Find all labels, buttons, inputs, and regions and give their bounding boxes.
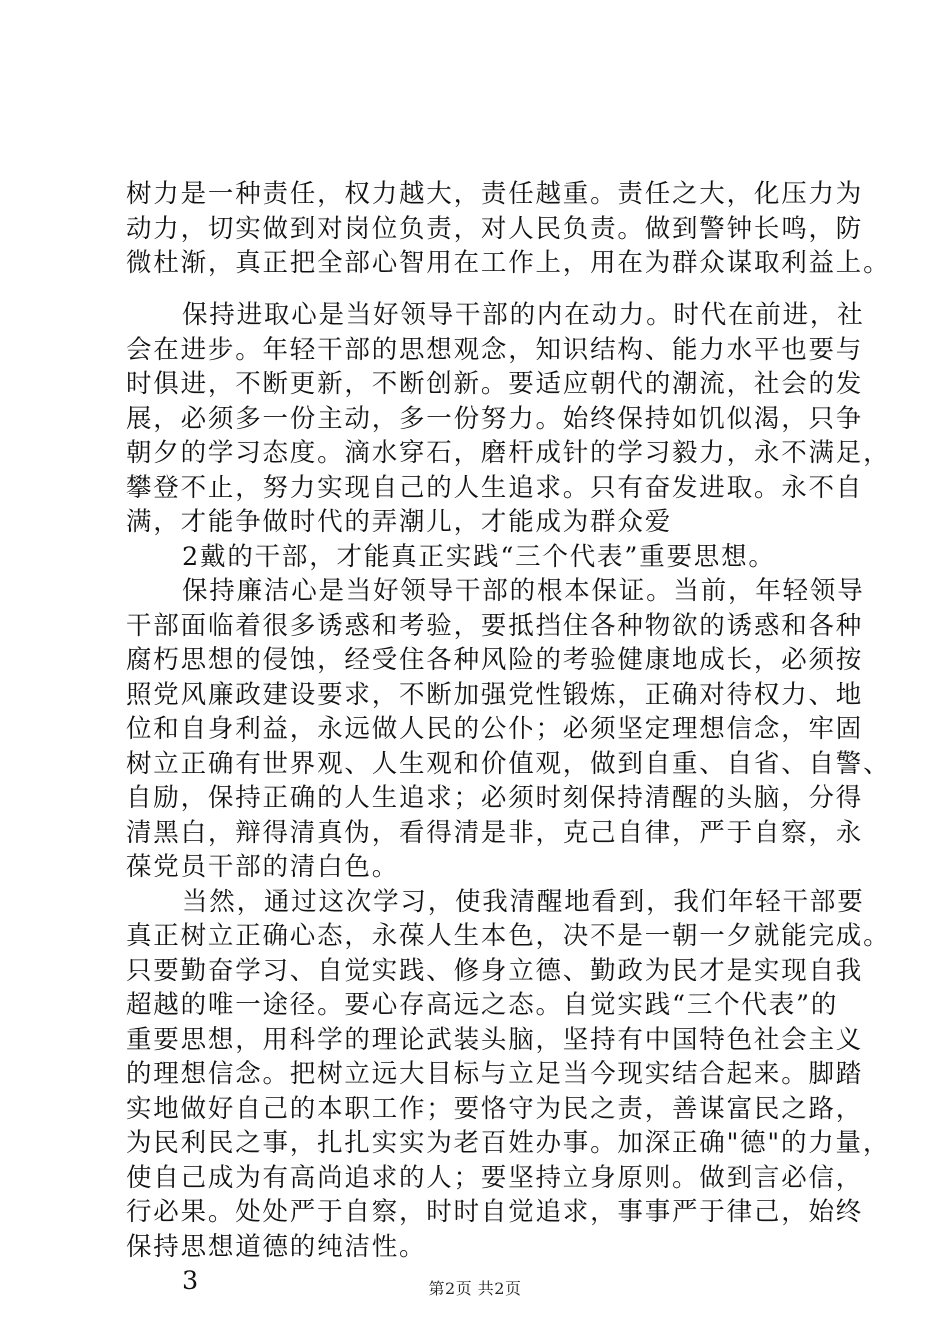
paragraph-start-line: 2戴的干部，才能真正实践“三个代表”重要思想。 bbox=[182, 541, 776, 572]
text-line: 展，必须多一份主动，多一份努力。始终保持如饥似渴，只争 bbox=[126, 403, 864, 434]
page-footer: 第2页 共2页 bbox=[428, 1279, 522, 1298]
text-line: 自励，保持正确的人生追求；必须时刻保持清醒的头脑，分得 bbox=[126, 783, 864, 813]
text-line: 实地做好自己的本职工作；要恪守为民之责，善谋富民之路， bbox=[126, 1093, 864, 1124]
body-text bbox=[126, 298, 891, 1299]
text-line: 超越的唯一途径。要心存高远之态。自觉实践“三个代表”的 bbox=[126, 990, 839, 1020]
text-line: 清黑白，辩得清真伪，看得清是非，克己自律，严于自察，永 bbox=[126, 817, 864, 848]
text-line: 会在进步。年轻干部的思想观念，知识结构、能力水平也要与 bbox=[126, 334, 864, 365]
text-line: 照党风廉政建设要求，不断加强党性锻炼，正确对待权力、地 bbox=[126, 679, 864, 710]
text-line: 的理想信念。把树立远大目标与立足当今现实结合起来。脚踏 bbox=[126, 1059, 864, 1089]
text-line: 朝夕的学习态度。滴水穿石，磨杆成针的学习毅力，永不满足， bbox=[126, 438, 891, 468]
text-line: 满，才能争做时代的弄潮儿，才能成为群众爱 bbox=[126, 507, 673, 537]
text-line: 保持思想道德的纯洁性。 bbox=[126, 1231, 427, 1262]
text-line: 微杜渐，真正把全部心智用在工作上，用在为群众谋取利益上。 bbox=[126, 248, 891, 278]
text-line: 攀登不止，努力实现自己的人生追求。只有奋发进取。永不自 bbox=[126, 472, 864, 503]
text-line: 腐朽思想的侵蚀，经受住各种风险的考验健康地成长，必须按 bbox=[126, 645, 864, 675]
text-line: 行必果。处处严于自察，时时自觉追求，事事严于律己，始终 bbox=[126, 1197, 864, 1227]
text-line: 葆党员干部的清白色。 bbox=[126, 852, 400, 882]
text-line: 真正树立正确心态，永葆人生本色，决不是一朝一夕就能完成。 bbox=[126, 921, 891, 951]
text-line: 使自己成为有高尚追求的人；要坚持立身原则。做到言必信， bbox=[126, 1162, 864, 1193]
paragraph-start-line: 保持进取心是当好领导干部的内在动力。时代在前进，社 bbox=[182, 300, 865, 330]
paragraph-responsibility bbox=[126, 177, 891, 281]
text-line: 只要勤奋学习、自觉实践、修身立德、勤政为民才是实现自我 bbox=[126, 955, 864, 986]
text-line: 树立正确有世界观、人生观和价值观，做到自重、自省、自警、 bbox=[126, 748, 891, 779]
text-line: 重要思想，用科学的理论武装头脑，坚持有中国特色社会主义 bbox=[126, 1024, 864, 1055]
page-number-marker: 3 bbox=[182, 1266, 201, 1296]
text-line: 时俱进，不断更新，不断创新。要适应朝代的潮流，社会的发 bbox=[126, 369, 864, 399]
text-line: 为民利民之事，扎扎实实为老百姓办事。加深正确"德"的力量， bbox=[126, 1128, 891, 1158]
text-line: 位和自身利益，永远做人民的公仆；必须坚定理想信念，牢固 bbox=[126, 714, 864, 744]
paragraph-start-line: 当然，通过这次学习，使我清醒地看到，我们年轻干部要 bbox=[182, 886, 865, 917]
text-line: 干部面临着很多诱惑和考验，要抵挡住各种物欲的诱惑和各种 bbox=[126, 610, 864, 641]
text-line: 动力，切实做到对岗位负责，对人民负责。做到警钟长鸣，防 bbox=[126, 213, 864, 244]
paragraph-start-line: 保持廉洁心是当好领导干部的根本保证。当前，年轻领导 bbox=[182, 576, 865, 606]
text-line: 树力是一种责任，权力越大，责任越重。责任之大，化压力为 bbox=[126, 179, 864, 209]
